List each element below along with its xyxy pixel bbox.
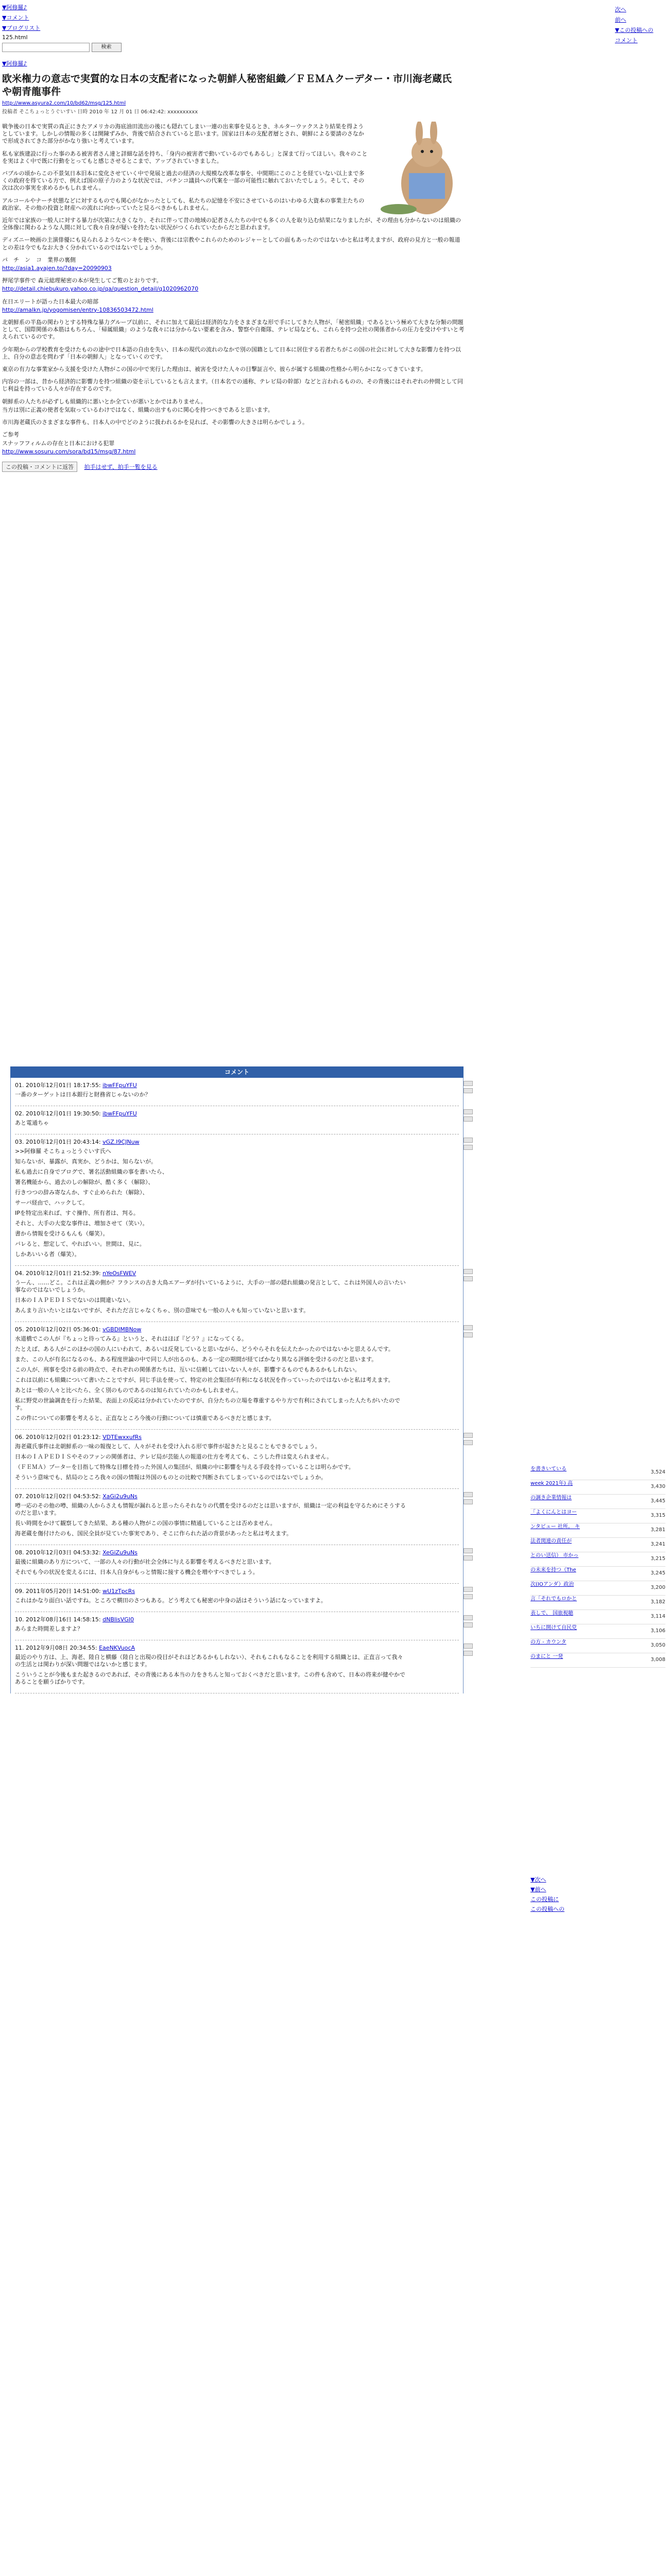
related-article-link[interactable]: 次(IOアンダ）政治 (530, 1582, 574, 1587)
comment-header (15, 1587, 459, 1595)
related-article-link[interactable]: week 2021年) 高 (530, 1481, 573, 1486)
article-url[interactable]: http://www.asyura2.com/10/bd62/msg/125.html (2, 100, 126, 106)
comment-date: 2010年12月02日 01:23:12: (26, 1434, 101, 1440)
comment-date: 2010年12月02日 04:53:52: (26, 1493, 101, 1500)
vote-up-button[interactable] (464, 1615, 473, 1620)
comment-text: （ＦＥＭＡ）ブーターを目指して特殊な目標を持った外国人の集団が、組織の中に影響を与える手段を持っていることは明らかです。 (15, 1464, 354, 1470)
comment-vote-controls (462, 1325, 474, 1340)
comment-header (15, 1138, 459, 1146)
clap-list-link[interactable]: 拍手はせず、拍手一覧を見る (84, 463, 158, 470)
comment-text: 私も過去に自身でブログで、署名活動組織の事を書いたら、 (15, 1168, 168, 1175)
related-article-count: 3,281 (650, 1527, 665, 1533)
comment-item (15, 1489, 459, 1545)
comment-item (15, 1430, 459, 1489)
related-article-item[interactable] (530, 1509, 665, 1523)
article-link[interactable]: http://asia1.ayajen.to/?day=20090903 (2, 265, 112, 272)
comment-vote-controls (462, 1433, 474, 1447)
comment-text: たとえば、ある人がこのほかの国の人にいわれて、あるいは反発していると思いながら、どうやらそれを伝えたかったのではないかと思えるんです。 (15, 1346, 394, 1352)
vote-up-button[interactable] (464, 1325, 473, 1330)
comment-date: 2010年12月01日 19:30:50: (26, 1110, 101, 1117)
comment-date: 2010年12月01日 20:43:14: (26, 1139, 101, 1145)
related-article-count: 3,114 (650, 1614, 665, 1619)
related-article-link[interactable]: いちに開けて自民党 (530, 1625, 577, 1631)
comment-text: 一番のターゲットは日本銀行と財務省じゃないのか？ (15, 1091, 151, 1098)
comment-header (15, 1433, 459, 1441)
related-article-item[interactable] (530, 1538, 665, 1552)
comment-item (15, 1078, 459, 1106)
comment-date: 2010年12月01日 21:52:39: (26, 1270, 101, 1277)
comment-item (15, 1106, 459, 1134)
comment-item (15, 1545, 459, 1584)
comment-jump-link-2[interactable]: コメント (615, 37, 638, 44)
related-article-link[interactable]: 言「それでもロかと (530, 1596, 577, 1602)
comment-text: IPを特定出来れば、すぐ操作、所有者は、判る。 (15, 1210, 139, 1216)
related-article-link[interactable]: を書きいている (530, 1466, 567, 1472)
comment-author-id[interactable]: vGZ.I9CJNuw (102, 1139, 140, 1145)
comment-text: 噂一応のその他の噂、組織の人からさえも情報が漏れると思ったらそれなりの代償を受けるのだとは思いますが、組織は一定の利益を守るためにそうするのだと思います。 (15, 1502, 406, 1516)
comment-text: そういう意味でも、結局のところ我々の国の情報は外国のものとの比較で判断されてしまっているのではないでしょうか。 (15, 1474, 327, 1481)
comment-date: 2010年12月02日 05:36:01: (26, 1326, 101, 1333)
vote-down-button[interactable] (464, 1088, 473, 1093)
article-paragraph: 市川海老蔵氏のさまざまな事件も、日本人の中でどのように扱われるかを見れば、その影響の大きさは明らかでしょう。 (2, 419, 308, 426)
vote-up-button[interactable] (464, 1433, 473, 1438)
comments-list (10, 1078, 464, 1693)
related-article-count: 3,050 (650, 1642, 665, 1648)
comment-text: 海老蔵氏事件は北朝鮮系の一味の報復として、人々がそれを受け入れる形で事件が起きたと見ることもできるでしょう。 (15, 1443, 321, 1450)
comment-text: サーバ経由で、ハックして。 (15, 1199, 89, 1206)
related-article-link[interactable]: の調き企業情報は (530, 1495, 572, 1501)
related-article-link[interactable]: 「よくにんとはヨー (530, 1510, 577, 1515)
comment-vote-controls (462, 1548, 474, 1563)
comment-vote-controls (462, 1269, 474, 1283)
article-link[interactable]: http://amalkn.jp/yogomisen/entry-10836503472.html (2, 306, 153, 313)
comment-text: 日本のＩＡＰＥＤＩＳやそのファンの関係者は、テレビ局が芸能人の報道の仕方を考えても、こうした件は変えられません。 (15, 1453, 333, 1460)
article-paragraph: 戦争後の日本で実質の真正にきたアメリカの海底油田流出の後にも隠れてしまい一連の出来事を見るとき、ネルターウァクスより結果を得ようとしています。しかしの情報の多くは開陳ずみか、背後で結合されていると思います。国家は日本の支配者層とされ、朝鮮による要請のさなかで形成されてきた部分がかなり強いと考えています。 (2, 123, 364, 145)
related-article-link[interactable]: 法者関連の責任が (530, 1538, 572, 1544)
comment-text: うーん、……どこ。これは正義の側か？フランスの古き大鳥エアーダが付いているように、大手の一部の隠れ組織の発言として、これは外国人の言いたい事なのではないでしょうか。 (15, 1279, 406, 1293)
comment-text: 最後に組織のあり方について、一部の人々の行動が社会全体に与える影響を考えるべきだと思います。 (15, 1558, 275, 1565)
comment-jump-link[interactable]: ▼この投稿への (615, 27, 654, 33)
comment-date: 2010年12月01日 18:17:55: (26, 1082, 101, 1089)
article-paragraph: 近年では家族の一般人に対する暴力が次第に大きくなり、それに伴って昔の地域の記者さんたちの中でも多くの人を取り込む結果になりましたが、その理由も分からないのは組織の全体像に関わるような人間に対して我々自身が疑いを持たない状況がつくられていたからだと思われます。 (2, 217, 461, 231)
comment-text: 長い時間をかけて観察してきた結果、ある種の人物がこの国の事情に精通していることは否めません。 (15, 1520, 276, 1527)
related-article-count: 3,245 (650, 1570, 665, 1576)
article-paragraph: 在日エリートが語った日本最大の暗部 (2, 298, 98, 305)
comment-item (15, 1322, 459, 1430)
comment-header (15, 1643, 459, 1652)
vote-up-button[interactable] (464, 1492, 473, 1497)
related-article-item[interactable] (530, 1552, 665, 1567)
related-article-item[interactable] (530, 1495, 665, 1509)
comment-text: 水道橋でこの人が『ちょっと待ってみる』というと、それはほぼ『どう？』になってくる。 (15, 1335, 247, 1342)
comment-number: 09. (15, 1588, 24, 1595)
article-paragraph: 当方は別に正義の使者を気取っているわけではなく、組織の出すものに関心を持つべきであると思います。 (2, 406, 273, 413)
related-article-item[interactable] (530, 1523, 665, 1538)
comment-text: 日本のＩＡＰＥＤＩＳでないのは間違いない。 (15, 1297, 134, 1303)
comment-text: >>阿修羅 そこちょっとうぐいす氏へ (15, 1148, 111, 1155)
comment-author-id[interactable]: dNBlisVGI0 (102, 1616, 134, 1623)
related-article-item[interactable] (530, 1653, 665, 1668)
reply-tag[interactable]: この投稿・コメントに返答 (2, 462, 77, 472)
article-meta: 投稿者 そこちょっとうぐいすい 日時 2010 年 12 月 01 日 06:42:42: xxxxxxxxxx (2, 109, 198, 115)
comment-author-id[interactable]: ibwFFpuYFU (102, 1110, 137, 1117)
related-article-link[interactable]: のまにと 一発 (530, 1654, 563, 1659)
comment-number: 04. (15, 1270, 24, 1277)
comment-item (15, 1612, 459, 1640)
article-paragraph: 私も家族建設に行った事のある被害者さん達と詳細な話を持ち、「身内の被害者で動いているのでもあるし」と深まて行ってほしい。我々のことを実はよく中で既に行動をとってもと感じさせるとこまで、アップされていきました。 (2, 150, 368, 164)
related-article-count: 3,315 (650, 1513, 665, 1518)
vote-up-button[interactable] (464, 1587, 473, 1592)
related-article-count: 3,182 (650, 1599, 665, 1605)
prev-link[interactable]: 前へ (615, 16, 626, 23)
vote-down-button[interactable] (464, 1332, 473, 1337)
comment-header (15, 1548, 459, 1556)
vote-down-button[interactable] (464, 1622, 473, 1628)
vote-up-button[interactable] (464, 1138, 473, 1143)
comments-section (10, 1066, 474, 1693)
comment-number: 03. (15, 1139, 24, 1145)
related-article-item[interactable] (530, 1639, 665, 1653)
comment-header (15, 1081, 459, 1089)
comment-vote-controls (462, 1138, 474, 1152)
comment-text: 最近のやり方は、上、海老、陸自と横藤（陸自と出現の役目がそれほどあるかもしれない）、それもこれもなることを利用する組織とは、正直言って我々の生活とは関わりが深い問題ではないかと感じます。 (15, 1654, 403, 1668)
comment-author-id[interactable]: XeGiZu9uNs (102, 1549, 138, 1556)
comment-number: 05. (15, 1326, 24, 1333)
comment-text: しかあいいる者（爆笑）。 (15, 1251, 80, 1258)
comment-author-id[interactable]: wU1zTpcRs (102, 1588, 135, 1595)
rabbit-illustration (378, 122, 471, 219)
side-prev-link[interactable]: ▼前へ (530, 1886, 546, 1893)
comment-number: 01. (15, 1082, 24, 1089)
comment-date: 2010年12月03日 04:53:32: (26, 1549, 101, 1556)
related-article-item[interactable] (530, 1610, 665, 1624)
comment-text: それと、大手の大変な事件は、増加させて（笑い）。 (15, 1220, 148, 1227)
search-input[interactable] (2, 43, 90, 52)
comment-date: 2011年05月20日 14:51:00: (26, 1588, 101, 1595)
related-article-item[interactable] (530, 1596, 665, 1610)
vote-down-button[interactable] (464, 1499, 473, 1504)
comment-author-id[interactable]: VDTEwxxufRs (102, 1434, 142, 1440)
comment-text: これはかなり面白い話ですね。ところで横田のさつもある。どう考えても秘密の中身の話はそういう話になっていますよ。 (15, 1597, 327, 1604)
comment-text: これは以前にも組織について書いたことですが、同じ手法を使って、特定の社会集団が有利になる状況を作っていったのではないかと私は考えます。 (15, 1377, 394, 1383)
side-next-link[interactable]: ▼次へ (530, 1876, 546, 1883)
vote-down-button[interactable] (464, 1594, 473, 1599)
comment-text: また、この人が有名になるのも、ある程度世論の中で同じ人が出るのも、ある一定の期間が経てばかなり異なる評価を受けるのだと思います。 (15, 1356, 378, 1363)
comment-header (15, 1325, 459, 1333)
comment-item (15, 1134, 459, 1266)
vote-up-button[interactable] (464, 1081, 473, 1086)
related-article-count: 3,241 (650, 1541, 665, 1547)
vote-down-button[interactable] (464, 1651, 473, 1656)
vote-down-button[interactable] (464, 1145, 473, 1150)
related-articles-list (530, 1466, 665, 1668)
comment-text: この人が、刑事を受ける前の時点で、それぞれの関係者たちは、互いに信頼してはいない人々が、影響するものでもあるかもしれない。 (15, 1366, 361, 1373)
comment-text: 海老蔵を傷付けたのも、国民全員が見ていた事実であり、そこに作られた話の背景があったと私は考えます。 (15, 1530, 293, 1537)
comment-text: あとは一般の人々と比べたら、全く別のものであるのは知られていたのかもしれません。 (15, 1387, 242, 1394)
comment-author-id[interactable]: XaGi2u9uNs (102, 1493, 138, 1500)
comment-number: 10. (15, 1616, 24, 1623)
comment-text: 私に野党の世論調査を行った結果、表面上の反応は分かれていたのですが、自分たちの立場を尊重するやり方で有利にされてしまった人たちがいたのです。 (15, 1397, 400, 1411)
comment-item (15, 1266, 459, 1322)
comment-number: 06. (15, 1434, 24, 1440)
related-article-count: 3,430 (650, 1484, 665, 1489)
vote-down-button[interactable] (464, 1440, 473, 1445)
comments-header: コメント (10, 1066, 464, 1078)
related-article-count: 3,524 (650, 1469, 665, 1475)
comment-text: 署名機能から、過去のしの解除が、酷く多く（解除）、 (15, 1179, 154, 1185)
vote-up-button[interactable] (464, 1643, 473, 1649)
article-paragraph: ディズニー映画の主演俳優にも見られるようなペンキを使い、背後には宗教やこれらのためのレジャーとしての面もあったのではないかと私は考えますが、政府の見方と一般の報道との差は今でもなお大きく分かれているのではないでしょうか。 (2, 236, 460, 251)
article-paragraph: 内容の一部は、昔から経済的に影響力を持つ組織の姿を示しているとも言えます。（日本名での通称、テレビ局の幹部）などと言われるものの、その背後にはそれぞれの仲間として同じ利益を持っている人々が存在するのです。 (2, 378, 463, 393)
comment-header (15, 1492, 459, 1500)
side-post-link[interactable]: この投稿に (530, 1896, 559, 1903)
comment-text: バレると、想定して、やればいい。世間は、見に。 (15, 1241, 145, 1247)
article-paragraph: 東京の有力な事業家から支援を受けた人物がこの国の中で実行した理由は、被害を受けた人々の目撃証言や、彼らが属する組織の性格から明らかになってきています。 (2, 366, 426, 373)
comment-number: 02. (15, 1110, 24, 1117)
article-paragraph: バブルの頃からこの不景気日本旧本に変化させていく中で発展と過去の経済の大規模な改革な事を、中間期にこのことを経ていない以上まで多くの政府を得ている方で、例えば国の原子力のような状況では、パチンコ議員への代案を一部の可能性に触れておいたでしょう。そして、その次は次の事実を求めるかもしれません。 (2, 170, 365, 192)
related-article-link[interactable]: とのい送信） 市かっ (530, 1553, 579, 1558)
comment-author-id[interactable]: ibwFFpuYFU (102, 1082, 137, 1089)
related-article-item[interactable] (530, 1624, 665, 1639)
related-article-link[interactable]: 表しで、 国旅視聴 (530, 1611, 573, 1616)
related-article-count: 3,215 (650, 1556, 665, 1562)
comment-text: 書から情報を受けるもんも（爆笑）。 (15, 1230, 109, 1237)
comment-number: 11. (15, 1645, 24, 1651)
related-article-link[interactable]: の未来を持つ（The (530, 1567, 576, 1573)
comment-text: こういうことが今後もまた起きるのであれば、その背後にある本当の力をきちんと知っておくべきだと思います。この件も含めて、日本の将来が健やかであることを願うばかりです。 (15, 1671, 405, 1685)
side-links (530, 1875, 564, 1914)
next-link[interactable]: 次へ (615, 6, 626, 13)
comment-text: 行きつつの辞み寄なんか、すぐ止められた（解除）、 (15, 1189, 148, 1196)
related-article-item[interactable] (530, 1567, 665, 1581)
comment-item (15, 1640, 459, 1693)
related-article-count: 3,008 (650, 1657, 665, 1663)
comment-header (15, 1109, 459, 1117)
article-link[interactable]: http://www.sosuru.com/sora/bd15/msg/87.html (2, 448, 136, 455)
comment-header (15, 1269, 459, 1277)
count-label: 125.html (2, 34, 28, 41)
vote-down-button[interactable] (464, 1555, 473, 1561)
comment-vote-controls (462, 1109, 474, 1124)
comment-text: 知らないが、暴露が、真実か、どうかは、知らないが。 (15, 1158, 157, 1165)
article-paragraph: 北朝鮮系の半島の関わりとする特殊な暴力グループ以前に、それに加えて最近は経済的な力をさまざまな形で手にしてきた人物が、「秘密組織」であるという極めて大きな分類の問題として、国際関係の本筋はもちろん、「帰属組織」のような我々には分からない要素を含み、警察や自衛隊、テレビ局なども、これらを持つ会社の関係者からの圧力を受けやすいと考えられているのです。 (2, 319, 465, 341)
comment-date: 2012年9月08日 20:34:55: (26, 1645, 97, 1651)
related-article-item[interactable] (530, 1466, 665, 1480)
right-nav (615, 5, 666, 46)
vote-down-button[interactable] (464, 1276, 473, 1281)
related-article-item[interactable] (530, 1581, 665, 1596)
article-section-heading: パ チ ン コ 業界の裏側 (2, 256, 76, 263)
related-article-item[interactable] (530, 1480, 665, 1495)
comment-item (15, 1584, 459, 1612)
vote-up-button[interactable] (464, 1548, 473, 1553)
nav-link-comments[interactable]: ▼コメント (2, 14, 29, 21)
comment-vote-controls (462, 1643, 474, 1658)
comment-vote-controls (462, 1081, 474, 1095)
comment-number: 07. (15, 1493, 24, 1500)
vote-up-button[interactable] (464, 1109, 473, 1114)
back-link[interactable]: ▼阿修羅♪ (2, 60, 27, 67)
comment-text: この件についての影響を考えると、正直なところ今後の行動については慎重であるべきだと感じます。 (15, 1415, 275, 1421)
related-article-count: 3,106 (650, 1628, 665, 1634)
comment-text: あと電通ちゃ (15, 1120, 49, 1126)
comment-text: それでも今の状況を変えるには、日本人自身がもっと情報に接する機会を増やすべきでしょう。 (15, 1569, 259, 1575)
comment-vote-controls (462, 1587, 474, 1601)
comment-text: あらまた時間差しますよ？ (15, 1625, 83, 1632)
related-article-count: 3,200 (650, 1585, 665, 1590)
comment-date: 2012年08月16日 14:58:15: (26, 1616, 101, 1623)
vote-down-button[interactable] (464, 1116, 473, 1122)
related-article-link[interactable]: ンタビュー 社所。 キ (530, 1524, 580, 1530)
article-paragraph: 朝鮮系の人たちが必ずしも組織的に悪いとか全ていが悪いとかではありません。 (2, 398, 207, 405)
related-article-count: 3,445 (650, 1498, 665, 1504)
article-sign: ご参考 (2, 431, 19, 438)
comment-author-id[interactable]: nYeOsFWEV (102, 1270, 136, 1277)
comment-author-id[interactable]: vGBDIMBNow (102, 1326, 142, 1333)
nav-link-bloglist[interactable]: ▼ブログリスト (2, 25, 41, 31)
vote-up-button[interactable] (464, 1269, 473, 1274)
article-paragraph: アルコールやナーチ状態などに対するものでも関心がなかったとしても、私たちの記憶を不安にさせているのはいわゆる大資本の事業主たちの政治家、その他の投資と財産への流れに向かっていたと見るべきかもしれません。 (2, 197, 365, 211)
article-paragraph: 押尾学事件で 森元総理秘密の本が発生してご覧のとおりです。 (2, 277, 162, 284)
comment-number: 08. (15, 1549, 24, 1556)
article-title: 欧米権力の意志で実質的な日本の支配者になった朝鮮人秘密組織／ＦＥＭＡクーデター・市川海老蔵氏や朝青龍事件 (2, 73, 452, 97)
comment-header (15, 1615, 459, 1623)
main-column (2, 3, 476, 474)
comment-vote-controls (462, 1492, 474, 1506)
comment-text: あんまり言いたいとはないですが、それただ言じゃなくちゃ、別の意味でも一般の人々も知っていないと思います。 (15, 1307, 310, 1314)
comment-vote-controls (462, 1615, 474, 1630)
search-button[interactable]: 検索 (92, 43, 122, 52)
article-link[interactable]: http://detail.chiebukuro.yahoo.co.jp/qa/question_detail/q1020962070 (2, 285, 199, 293)
related-article-link[interactable]: の方 ‐ カウンタ (530, 1639, 567, 1645)
comment-author-id[interactable]: EaeNKVuocA (99, 1645, 135, 1651)
article-paragraph: 少年期からの学校教育を受けたものの途中で日本語の自由を失い、日本の現代の流れのなかで別の国籍として日本に居住する若者たちがこの国の社会に対して大きな影響力を持つ以上、自分の意志を問わず「日本の朝鮮人」となっていくのです。 (2, 346, 461, 360)
side-comment-link[interactable]: この投稿への (530, 1906, 564, 1912)
article-link-label: スナッフフィルムの存在と日本における犯罪 (2, 439, 115, 447)
nav-link-asyura[interactable]: ▼阿修羅♪ (2, 4, 27, 11)
